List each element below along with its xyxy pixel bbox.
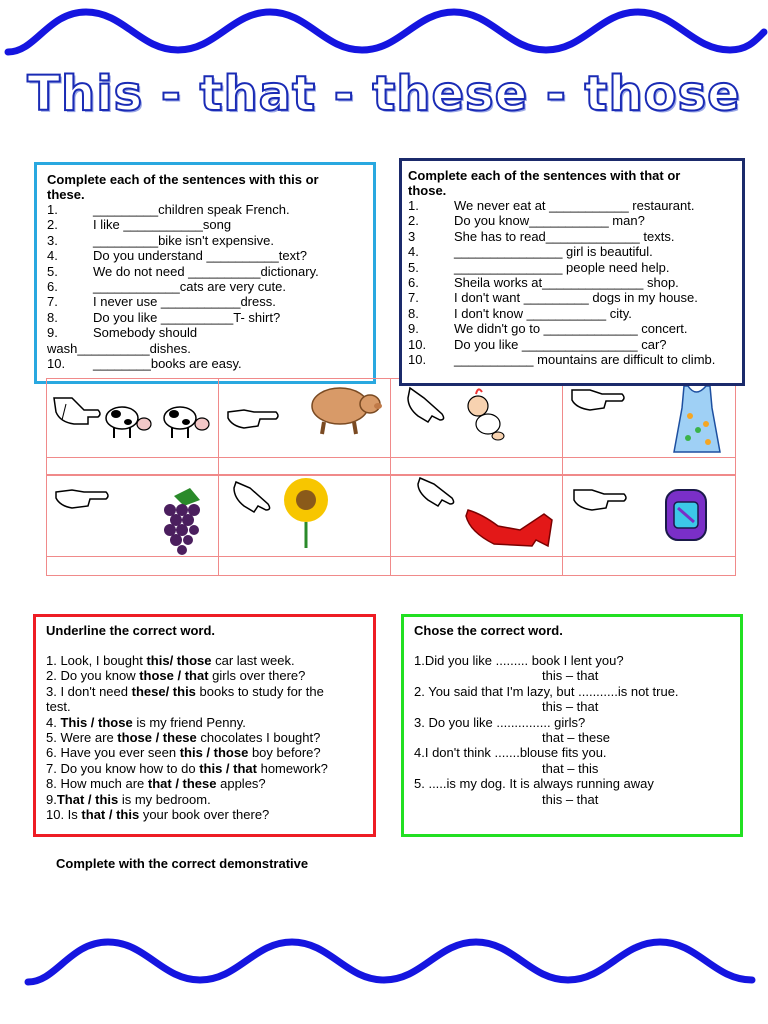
list-item: 1. _________children speak French.	[47, 202, 290, 217]
pointing-hand-icon	[54, 398, 100, 424]
exercise-heading: Chose the correct word.	[414, 623, 563, 638]
exercise-heading: Complete each of the sentences with this or these.	[47, 172, 319, 202]
exercise-heading: Complete each of the sentences with that or those.	[408, 168, 681, 198]
page-title: This - that - these - those	[27, 66, 741, 122]
exercise-that-those	[399, 158, 745, 386]
tank-top-icon	[674, 386, 720, 452]
list-item: 10. ________books are easy.	[47, 356, 242, 372]
pointing-hand-icon	[574, 490, 626, 510]
grapes-icon	[164, 488, 200, 555]
list-item: 10. ___________ mountains are difficult to climb.	[408, 352, 716, 368]
list-item: 3. I don't need these/ this books to study for the	[46, 683, 324, 699]
list-item: 6. Have you ever seen this / those boy before?	[46, 745, 321, 761]
list-item: 5. Were are those / these chocolates I bought?	[46, 730, 321, 746]
question-line: 2. You said that I'm lazy, but ...........is not true.	[414, 683, 679, 699]
exercise-heading: Underline the correct word.	[46, 623, 216, 638]
list-item: test.	[46, 699, 71, 715]
list-item: 5. We do not need __________dictionary.	[47, 263, 319, 279]
list-item: 10. Is that / this your book over there?	[46, 807, 270, 823]
grid-cell	[562, 556, 736, 576]
cows-picture	[50, 384, 218, 446]
list-item: 8. How much are that / these apples?	[46, 776, 266, 792]
top-wave-decoration	[0, 0, 768, 70]
grid-cell	[390, 457, 563, 475]
list-item: 5. _______________ people need help.	[408, 259, 670, 275]
list-item: 10. Do you like ________________ car?	[408, 336, 667, 352]
question-line: 1.Did you like ......... book I lent you?	[414, 653, 624, 668]
cows-icon	[106, 407, 209, 438]
sunflower-picture	[228, 474, 388, 552]
grid-cell	[46, 457, 219, 475]
exercise-underline	[33, 614, 376, 837]
pig-picture	[224, 382, 392, 444]
red-shoe-icon	[466, 510, 552, 546]
list-item: 8. Do you like __________T- shirt?	[47, 309, 281, 325]
question-line: 5. .....is my dog. It is always running away	[414, 776, 654, 792]
list-item: 2. Do you know those / that girls over there?	[46, 668, 306, 684]
list-item: 2. I like ___________song	[47, 217, 232, 233]
picture-grid	[46, 378, 736, 576]
grid-cell	[218, 457, 391, 475]
answer-choices: that – this	[542, 760, 599, 776]
question-line: 3. Do you like ............... girls?	[414, 714, 586, 730]
pointing-hand-icon	[234, 482, 270, 512]
grapes-picture	[50, 478, 218, 556]
exercise-this-these	[34, 162, 376, 384]
instruction-text: Complete with the correct demonstrative	[56, 856, 309, 871]
list-item: 7. I never use ___________dress.	[47, 294, 276, 310]
list-item: 9.That / this is my bedroom.	[46, 791, 211, 807]
list-item: 3 She has to read_____________ texts.	[408, 228, 675, 244]
list-item: 7. Do you know how to do this / that homework?	[46, 760, 328, 776]
grid-cell	[46, 556, 219, 576]
pointing-hand-icon	[408, 388, 444, 422]
list-item: 4. This / those is my friend Penny.	[46, 714, 246, 730]
list-item: 6. ____________cats are very cute.	[47, 279, 286, 295]
list-item: 7. I don't want _________ dogs in my house.	[408, 290, 698, 306]
answer-choices: this – that	[542, 699, 599, 715]
baby-picture	[394, 380, 562, 446]
list-item: 1. Look, I bought this/ those car last week.	[46, 653, 295, 668]
bottom-wave-decoration	[0, 926, 768, 996]
list-item: 8. I don't know ___________ city.	[408, 305, 632, 321]
answer-choices: this – that	[542, 791, 599, 807]
question-line: 4.I don't think .......blouse fits you.	[414, 745, 607, 761]
pointing-hand-icon	[572, 390, 624, 410]
list-item: 4. Do you understand __________text?	[47, 248, 307, 264]
list-item: 1. We never eat at ___________ restaurant.	[408, 198, 695, 213]
grid-cell	[218, 556, 391, 576]
list-item-continuation: wash__________dishes.	[47, 340, 191, 356]
sunflower-icon	[284, 478, 328, 548]
list-item: 2. Do you know___________ man?	[408, 213, 645, 229]
answer-choices: that – these	[542, 730, 610, 746]
red-shoe-picture	[416, 474, 566, 552]
list-item: 9. Somebody should	[47, 325, 198, 341]
grid-cell	[562, 457, 736, 475]
pointing-hand-icon	[418, 478, 454, 506]
tank-top-picture	[568, 382, 736, 456]
pointing-hand-icon	[228, 410, 278, 428]
answer-choices: this – that	[542, 668, 599, 684]
baby-icon	[468, 389, 504, 440]
list-item: 4. _______________ girl is beautiful.	[408, 244, 653, 260]
backpack-icon	[666, 490, 706, 540]
pointing-hand-icon	[56, 490, 108, 508]
list-item: 9. We didn't go to _____________ concert.	[408, 321, 688, 337]
list-item: 3. _________bike isn't expensive.	[47, 232, 275, 248]
grid-cell	[390, 556, 563, 576]
pig-icon	[312, 388, 382, 434]
backpack-picture	[570, 480, 736, 554]
list-item: 6. Sheila works at______________ shop.	[408, 275, 679, 291]
exercise-choose	[401, 614, 743, 837]
